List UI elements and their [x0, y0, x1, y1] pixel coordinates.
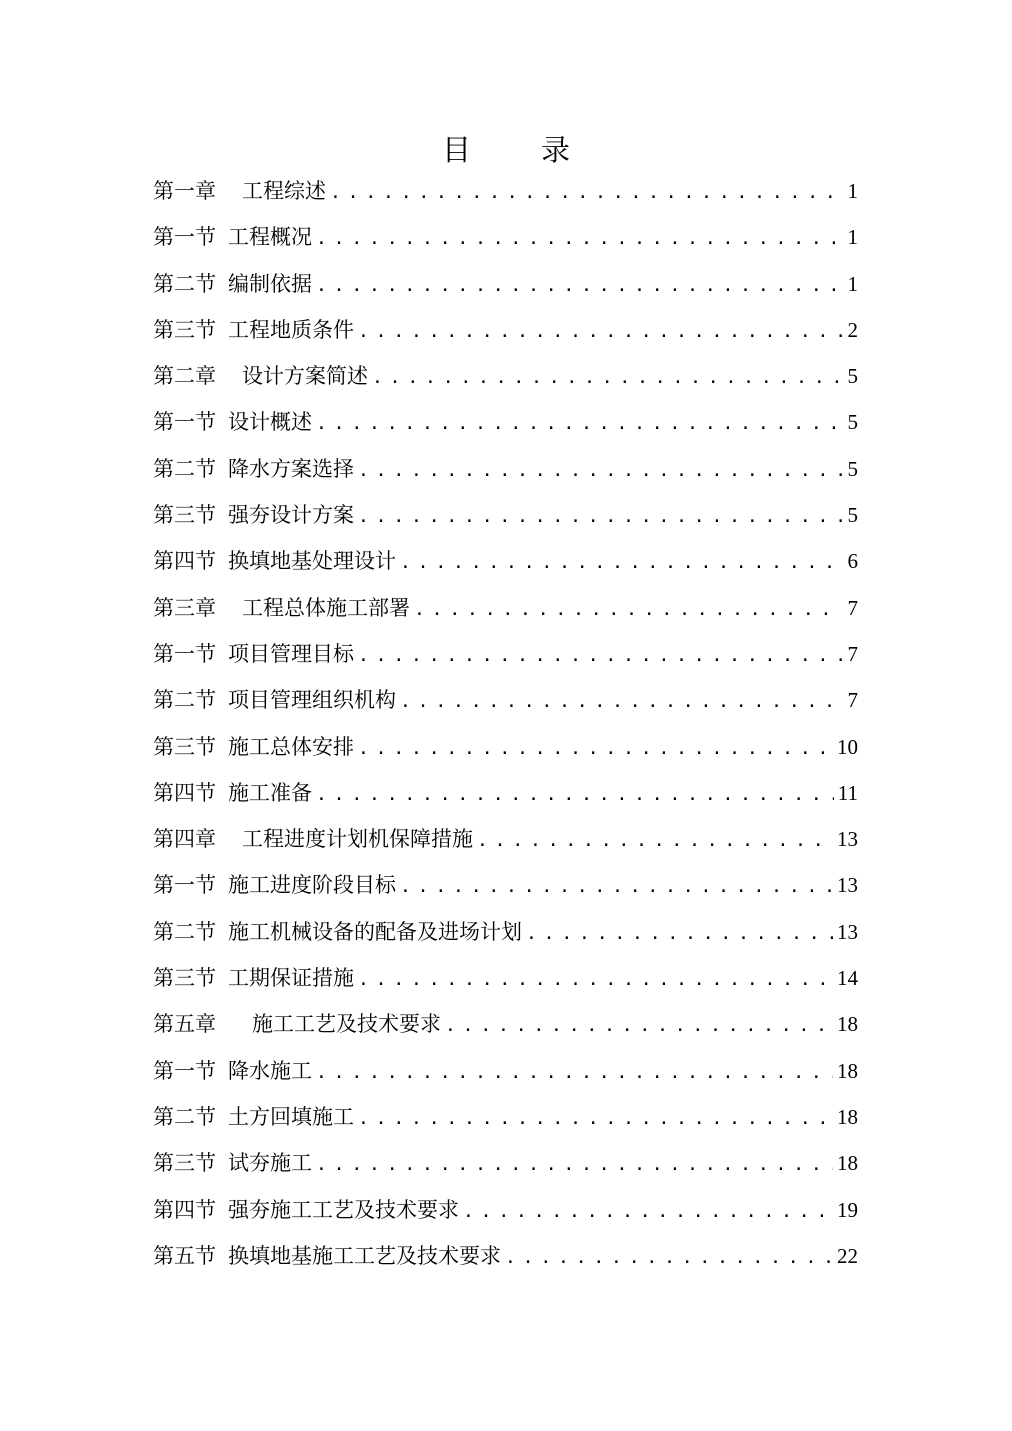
toc-page-number: 13	[837, 827, 858, 852]
toc-entry-number: 第二节	[153, 919, 216, 944]
toc-entry-number: 第一节	[153, 225, 216, 250]
toc-entry-label	[153, 492, 358, 538]
toc-section-entry[interactable]	[153, 1094, 858, 1140]
toc-entry-label	[153, 724, 358, 770]
toc-page-number: 13	[837, 919, 858, 944]
title-char-1: 目	[441, 133, 471, 167]
toc-section-entry[interactable]	[153, 261, 858, 307]
toc-entry-number: 第一节	[153, 873, 216, 898]
toc-page-number: 7	[847, 688, 858, 713]
toc-entry-label	[153, 862, 400, 908]
toc-page-number: 1	[847, 225, 858, 250]
toc-dot-leader	[463, 1189, 833, 1235]
toc-chapter-entry[interactable]	[153, 816, 858, 862]
toc-entry-label	[153, 1140, 316, 1186]
toc-page-number: 18	[837, 1104, 858, 1129]
toc-entry-number: 第二节	[153, 1104, 216, 1129]
toc-page-number: 18	[837, 1058, 858, 1083]
toc-page-number: 2	[847, 317, 858, 342]
toc-page-number: 5	[847, 456, 858, 481]
toc-page-number: 18	[837, 1012, 858, 1037]
toc-page-number: 18	[837, 1151, 858, 1176]
toc-section-entry[interactable]	[153, 538, 858, 584]
toc-section-entry[interactable]	[153, 862, 858, 908]
page-title	[0, 128, 1012, 172]
toc-page-number: 10	[837, 734, 858, 759]
toc-entry-title: 施工进度阶段目标	[228, 873, 396, 898]
toc-dot-leader	[316, 1050, 833, 1096]
toc-page-number: 22	[837, 1243, 858, 1268]
toc-dot-leader	[358, 633, 842, 679]
toc-page-number: 7	[847, 641, 858, 666]
toc-chapter-entry[interactable]	[153, 1001, 858, 1047]
toc-section-entry[interactable]	[153, 724, 858, 770]
toc-page-number: 5	[847, 364, 858, 389]
toc-entry-label	[153, 770, 316, 816]
toc-entry-label	[153, 816, 477, 862]
toc-entry-label	[153, 1001, 445, 1047]
title-char-2: 录	[541, 133, 571, 167]
toc-dot-leader	[316, 216, 842, 262]
toc-entry-number: 第一节	[153, 641, 216, 666]
toc-entry-label	[153, 353, 372, 399]
toc-entry-number: 第四节	[153, 549, 216, 574]
toc-entry-label	[153, 168, 330, 214]
toc-entry-title: 工程进度计划机保障措施	[242, 827, 473, 852]
toc-entry-title: 换填地基施工工艺及技术要求	[228, 1243, 501, 1268]
toc-dot-leader	[400, 864, 833, 910]
toc-section-entry[interactable]	[153, 1048, 858, 1094]
toc-entry-title: 工程地质条件	[228, 317, 354, 342]
toc-section-entry[interactable]	[153, 1233, 858, 1279]
toc-entry-number: 第四节	[153, 780, 216, 805]
toc-entry-title: 项目管理组织机构	[228, 688, 396, 713]
toc-dot-leader	[358, 1096, 833, 1142]
toc-entry-title: 强夯施工工艺及技术要求	[228, 1197, 459, 1222]
toc-entry-label	[153, 446, 358, 492]
toc-entry-title: 施工工艺及技术要求	[252, 1012, 441, 1037]
toc-entry-title: 强夯设计方案	[228, 503, 354, 528]
toc-entry-number: 第二节	[153, 688, 216, 713]
toc-entry-title: 设计方案简述	[242, 364, 368, 389]
toc-section-entry[interactable]	[153, 677, 858, 723]
toc-entry-label	[153, 909, 526, 955]
toc-dot-leader	[358, 448, 842, 494]
toc-page-number: 5	[847, 503, 858, 528]
toc-entry-title: 工期保证措施	[228, 966, 354, 991]
toc-entry-label	[153, 1233, 505, 1279]
toc-entry-title: 降水方案选择	[228, 456, 354, 481]
toc-dot-leader	[316, 263, 842, 309]
toc-entry-label	[153, 631, 358, 677]
toc-page-number: 14	[837, 966, 858, 991]
toc-entry-number: 第一章	[153, 179, 216, 203]
toc-chapter-entry[interactable]	[153, 353, 858, 399]
toc-entry-label	[153, 677, 400, 723]
toc-entry-number: 第四节	[153, 1197, 216, 1222]
toc-page-number: 13	[837, 873, 858, 898]
toc-entry-label	[153, 214, 316, 260]
table-of-contents	[153, 168, 858, 1279]
toc-page-number: 1	[847, 271, 858, 296]
toc-entry-label	[153, 1187, 463, 1233]
toc-entry-title: 土方回填施工	[228, 1104, 354, 1129]
toc-entry-number: 第五章	[153, 1012, 216, 1037]
toc-entry-number: 第二节	[153, 456, 216, 481]
toc-entry-title: 项目管理目标	[228, 641, 354, 666]
toc-entry-number: 第三章	[153, 595, 216, 620]
toc-entry-label	[153, 261, 316, 307]
toc-section-entry[interactable]	[153, 492, 858, 538]
toc-dot-leader	[400, 679, 842, 725]
toc-entry-number: 第三节	[153, 503, 216, 528]
toc-page-number: 5	[847, 410, 858, 435]
toc-entry-number: 第三节	[153, 1151, 216, 1176]
toc-entry-title: 试夯施工	[228, 1151, 312, 1176]
toc-chapter-entry[interactable]	[153, 585, 858, 631]
toc-dot-leader	[505, 1235, 833, 1281]
toc-dot-leader	[358, 309, 842, 355]
toc-entry-title: 工程总体施工部署	[242, 595, 410, 620]
toc-section-entry[interactable]	[153, 307, 858, 353]
toc-dot-leader	[316, 772, 834, 818]
toc-section-entry[interactable]	[153, 909, 858, 955]
toc-entry-label	[153, 399, 316, 445]
toc-dot-leader	[372, 355, 842, 401]
toc-entry-label	[153, 307, 358, 353]
toc-entry-title: 施工总体安排	[228, 734, 354, 759]
toc-dot-leader	[330, 170, 842, 216]
toc-dot-leader	[358, 957, 833, 1003]
toc-dot-leader	[477, 818, 833, 864]
toc-dot-leader	[400, 540, 842, 586]
toc-page-number: 19	[837, 1197, 858, 1222]
toc-dot-leader	[358, 726, 833, 772]
toc-entry-title: 降水施工	[228, 1058, 312, 1083]
toc-entry-title: 编制依据	[228, 271, 312, 296]
toc-dot-leader	[414, 587, 842, 633]
toc-entry-label	[153, 538, 400, 584]
toc-entry-number: 第一节	[153, 410, 216, 435]
toc-entry-title: 施工机械设备的配备及进场计划	[228, 919, 522, 944]
toc-chapter-entry[interactable]	[153, 168, 858, 214]
toc-dot-leader	[526, 911, 833, 957]
toc-dot-leader	[316, 1142, 833, 1188]
toc-section-entry[interactable]	[153, 214, 858, 260]
toc-entry-title: 换填地基处理设计	[228, 549, 396, 574]
toc-section-entry[interactable]	[153, 446, 858, 492]
toc-entry-label	[153, 585, 414, 631]
toc-entry-number: 第二章	[153, 364, 216, 389]
toc-page-number: 7	[847, 595, 858, 620]
toc-entry-number: 第三节	[153, 966, 216, 991]
toc-dot-leader	[316, 401, 842, 447]
toc-dot-leader	[358, 494, 842, 540]
toc-entry-label	[153, 955, 358, 1001]
toc-entry-number: 第四章	[153, 827, 216, 852]
toc-entry-number: 第一节	[153, 1058, 216, 1083]
toc-section-entry[interactable]	[153, 1187, 858, 1233]
toc-section-entry[interactable]	[153, 399, 858, 445]
toc-dot-leader	[445, 1003, 833, 1049]
toc-page-number: 11	[837, 780, 858, 805]
toc-entry-number: 第二节	[153, 271, 216, 296]
toc-section-entry[interactable]	[153, 770, 858, 816]
toc-page-number: 1	[847, 179, 858, 203]
toc-entry-label	[153, 1048, 316, 1094]
toc-entry-number: 第三节	[153, 317, 216, 342]
toc-page-number: 6	[847, 549, 858, 574]
toc-entry-label	[153, 1094, 358, 1140]
toc-section-entry[interactable]	[153, 1140, 858, 1186]
toc-entry-title: 工程概况	[228, 225, 312, 250]
toc-entry-number: 第五节	[153, 1243, 216, 1268]
toc-entry-title: 设计概述	[228, 410, 312, 435]
toc-section-entry[interactable]	[153, 955, 858, 1001]
toc-entry-number: 第三节	[153, 734, 216, 759]
toc-entry-title: 工程综述	[242, 179, 326, 203]
toc-section-entry[interactable]	[153, 631, 858, 677]
toc-entry-title: 施工准备	[228, 780, 312, 805]
